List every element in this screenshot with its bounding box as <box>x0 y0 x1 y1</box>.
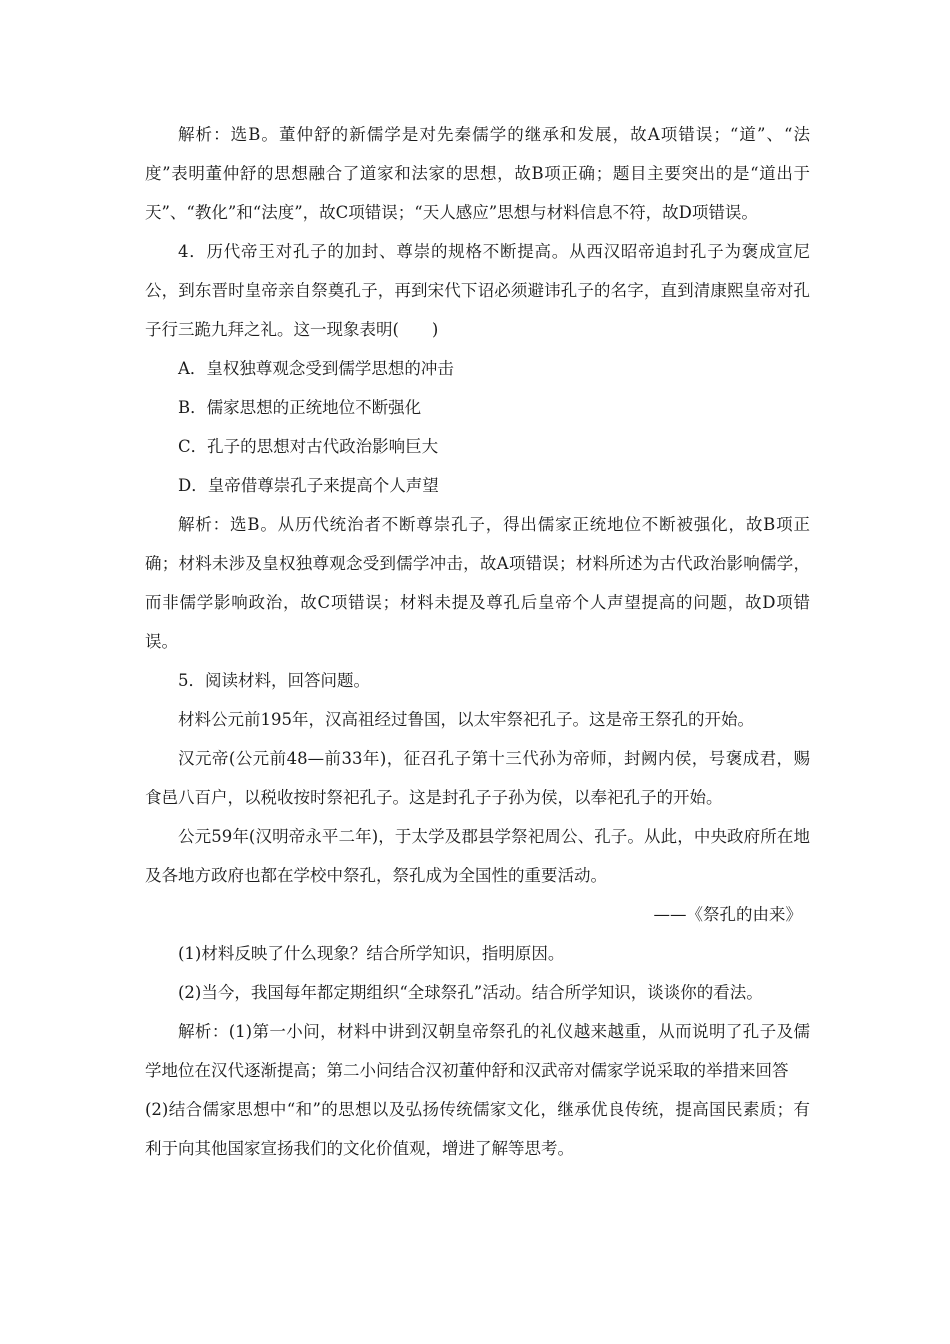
q5-material-3: 公元59年(汉明帝永平二年)，于太学及郡县学祭祀周公、孔子。从此，中央政府所在地及各地方政府也都在学校中祭孔，祭孔成为全国性的重要活动。 <box>145 827 810 885</box>
q5-material-2: 汉元帝(公元前48—前33年)，征召孔子第十三代孙为帝师，封阙内侯，号褒成君，赐食邑八百户，以税收按时祭祀孔子。这是封孔子子孙为侯，以奉祀孔子的开始。 <box>145 749 810 807</box>
q3-analysis: 解析：选B。董仲舒的新儒学是对先秦儒学的继承和发展，故A项错误；“道”、“法度”表明董仲舒的思想融合了道家和法家的思想，故B项正确；题目主要突出的是“道出于天”、“教化”和“法度”，故C项错误；“天人感应”思想与材料信息不符，故D项错误。 <box>145 125 810 222</box>
q4-analysis: 解析：选B。从历代统治者不断尊崇孔子，得出儒家正统地位不断被强化，故B项正确；材料未涉及皇权独尊观念受到儒学冲击，故A项错误；材料所述为古代政治影响儒学，而非儒学影响政治，故C项错误；材料未提及尊孔后皇帝个人声望提高的问题，故D项错误。 <box>145 515 810 651</box>
q5-analysis-1: 解析：(1)第一小问，材料中讲到汉朝皇帝祭孔的礼仪越来越重，从而说明了孔子及儒学地位在汉代逐渐提高；第二小问结合汉初董仲舒和汉武帝对儒家学说采取的举措来回答 <box>145 1022 810 1080</box>
q4-stem: 4．历代帝王对孔子的加封、尊崇的规格不断提高。从西汉昭帝追封孔子为褒成宣尼公，到东晋时皇帝亲自祭奠孔子，再到宋代下诏必须避讳孔子的名字，直到清康熙皇帝对孔子行三跪九拜之礼。这一现象表明( ) <box>145 242 810 339</box>
q5-question-1: (1)材料反映了什么现象？结合所学知识，指明原因。 <box>178 944 565 963</box>
q4-option-c: C．孔子的思想对古代政治影响巨大 <box>178 437 439 456</box>
q4-option-a: A．皇权独尊观念受到儒学思想的冲击 <box>178 359 454 378</box>
q4-option-b: B．儒家思想的正统地位不断强化 <box>178 398 422 417</box>
document-page <box>145 115 810 1168</box>
q5-material-1: 材料公元前195年，汉高祖经过鲁国，以太牢祭祀孔子。这是帝王祭孔的开始。 <box>178 710 754 729</box>
q5-stem: 5．阅读材料，回答问题。 <box>178 671 370 690</box>
q4-option-d: D．皇帝借尊崇孔子来提高个人声望 <box>178 476 439 495</box>
q5-question-2: (2)当今，我国每年都定期组织“全球祭孔”活动。结合所学知识，谈谈你的看法。 <box>178 983 763 1002</box>
q5-analysis-2: (2)结合儒家思想中“和”的思想以及弘扬传统儒家文化，继承优良传统，提高国民素质；有利于向其他国家宣扬我们的文化价值观，增进了解等思考。 <box>145 1100 810 1158</box>
q5-source: ——《祭孔的由来》 <box>653 905 802 924</box>
